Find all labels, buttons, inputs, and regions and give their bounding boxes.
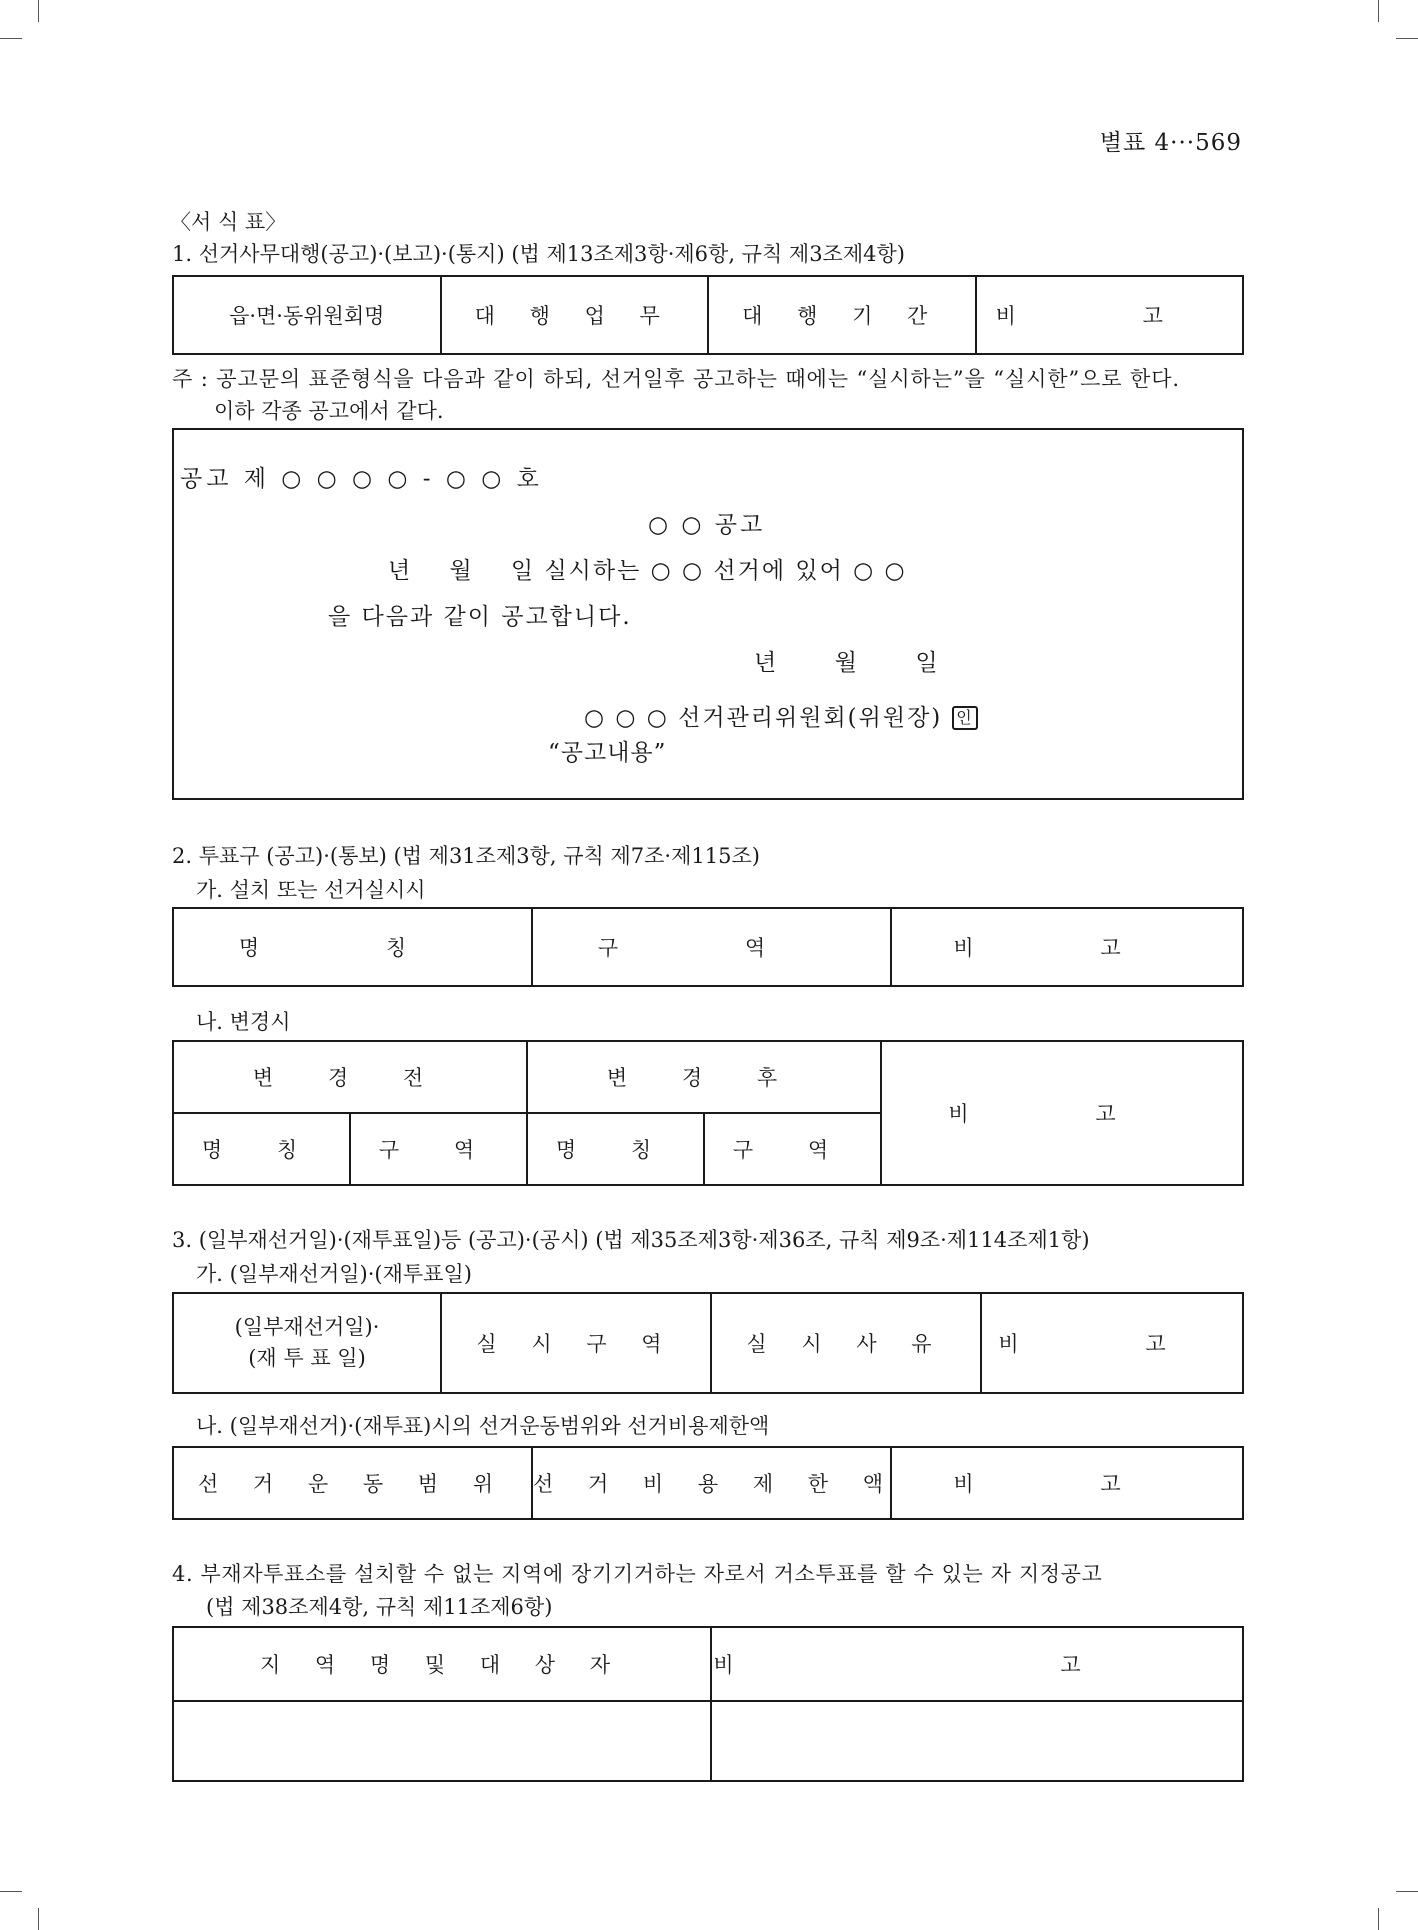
header-reelection-date [173,1293,441,1393]
section3-sub-b: 나. (일부재선거)·(재투표)시의 선거운동범위와 선거비용제한액 [196,1414,770,1438]
section2-title: 2. 투표구 (공고)·(통보) (법 제31조제3항, 규칙 제7조·제115조) [172,844,760,868]
crop-mark [1378,0,1379,22]
section3-table-b [172,1446,1244,1520]
section3-sub-a: 가. (일부재선거일)·(재투표일) [196,1262,472,1286]
header-before-change: 변 경 전 [173,1041,527,1113]
notice-body2: 을 다음과 같이 공고합니다. [328,604,632,630]
notice-signer-line [584,706,978,730]
section2-sub-a: 가. 설치 또는 선거실시시 [196,878,426,902]
header-expense-limit: 선 거 비 용 제 한 액 [532,1447,891,1519]
header-area: 구 역 [532,908,891,986]
notice-signer: ○ ○ ○ 선거관리위원회(위원장) [584,705,943,731]
crop-mark [1378,1908,1379,1930]
section2-table-a [172,907,1244,987]
header-remark: 비 고 [891,908,1243,986]
header-after-area: 구 역 [704,1113,881,1185]
crop-mark [1396,38,1418,39]
header-committee: 읍·면·동위원회명 [173,276,441,354]
header-task: 대 행 업 무 [441,276,709,354]
header-name: 명 칭 [173,908,532,986]
crop-mark [38,0,39,22]
page-number: 별표 4···569 [1099,130,1242,156]
header-after-change: 변 경 후 [527,1041,881,1113]
section4-table [172,1626,1244,1782]
header-after-name: 명 칭 [527,1113,704,1185]
note-line2: 이하 각종 공고에서 같다. [214,399,444,423]
header-remark: 비 고 [711,1627,1243,1701]
section4-title: 4. 부재자투표소를 설치할 수 없는 지역에 장기기거하는 자로서 거소투표를 할 수 있는 자 지정공고 [172,1562,1103,1586]
header-implementation-reason: 실 시 사 유 [711,1293,981,1393]
header-before-name: 명 칭 [173,1113,350,1185]
form-heading: 〈서 식 표〉 [170,210,287,234]
notice-content: “공고내용” [548,740,667,766]
header-reelection-line2: (재 투 표 일) [248,1346,366,1370]
header-period: 대 행 기 간 [708,276,976,354]
header-before-area: 구 역 [350,1113,527,1185]
notice-body1: 년 월 일 실시하는 ○ ○ 선거에 있어 ○ ○ [388,558,907,584]
header-remark: 비 고 [976,276,1244,354]
section3-title: 3. (일부재선거일)·(재투표일)등 (공고)·(공시) (법 제35조제3항·제36조, 규칙 제9조·제114조제1항) [172,1228,1090,1252]
header-region-target: 지 역 명 및 대 상 자 [173,1627,711,1701]
header-reelection-line1: (일부재선거일)· [234,1315,380,1339]
header-campaign-scope: 선 거 운 동 범 위 [173,1447,532,1519]
crop-mark [38,1908,39,1930]
section1-table [172,275,1244,355]
section2-sub-b: 나. 변경시 [196,1010,291,1034]
header-implementation-area: 실 시 구 역 [441,1293,711,1393]
header-remark: 비 고 [891,1447,1243,1519]
crop-mark [1396,1891,1418,1892]
section2-table-b [172,1040,1244,1186]
empty-cell [711,1701,1243,1781]
seal-stamp: 인 [952,706,977,730]
notice-number: 공고 제 ○ ○ ○ ○ - ○ ○ 호 [180,466,543,492]
section3-table-a [172,1292,1244,1394]
header-remark: 비 고 [981,1293,1243,1393]
empty-cell [173,1701,711,1781]
note-line1: 주 : 공고문의 표준형식을 다음과 같이 하되, 선거일후 공고하는 때에는 “실시하는”을 “실시한”으로 한다. [172,367,1181,391]
section4-title-line2: (법 제38조제4항, 규칙 제11조제6항) [206,1595,553,1619]
notice-title: ○ ○ 공고 [648,512,766,538]
crop-mark [0,38,22,39]
header-remark: 비 고 [881,1041,1243,1185]
crop-mark [0,1891,22,1892]
section1-title: 1. 선거사무대행(공고)·(보고)·(통지) (법 제13조제3항·제6항, 규칙 제3조제4항) [172,242,905,266]
notice-date: 년 월 일 [754,650,938,676]
